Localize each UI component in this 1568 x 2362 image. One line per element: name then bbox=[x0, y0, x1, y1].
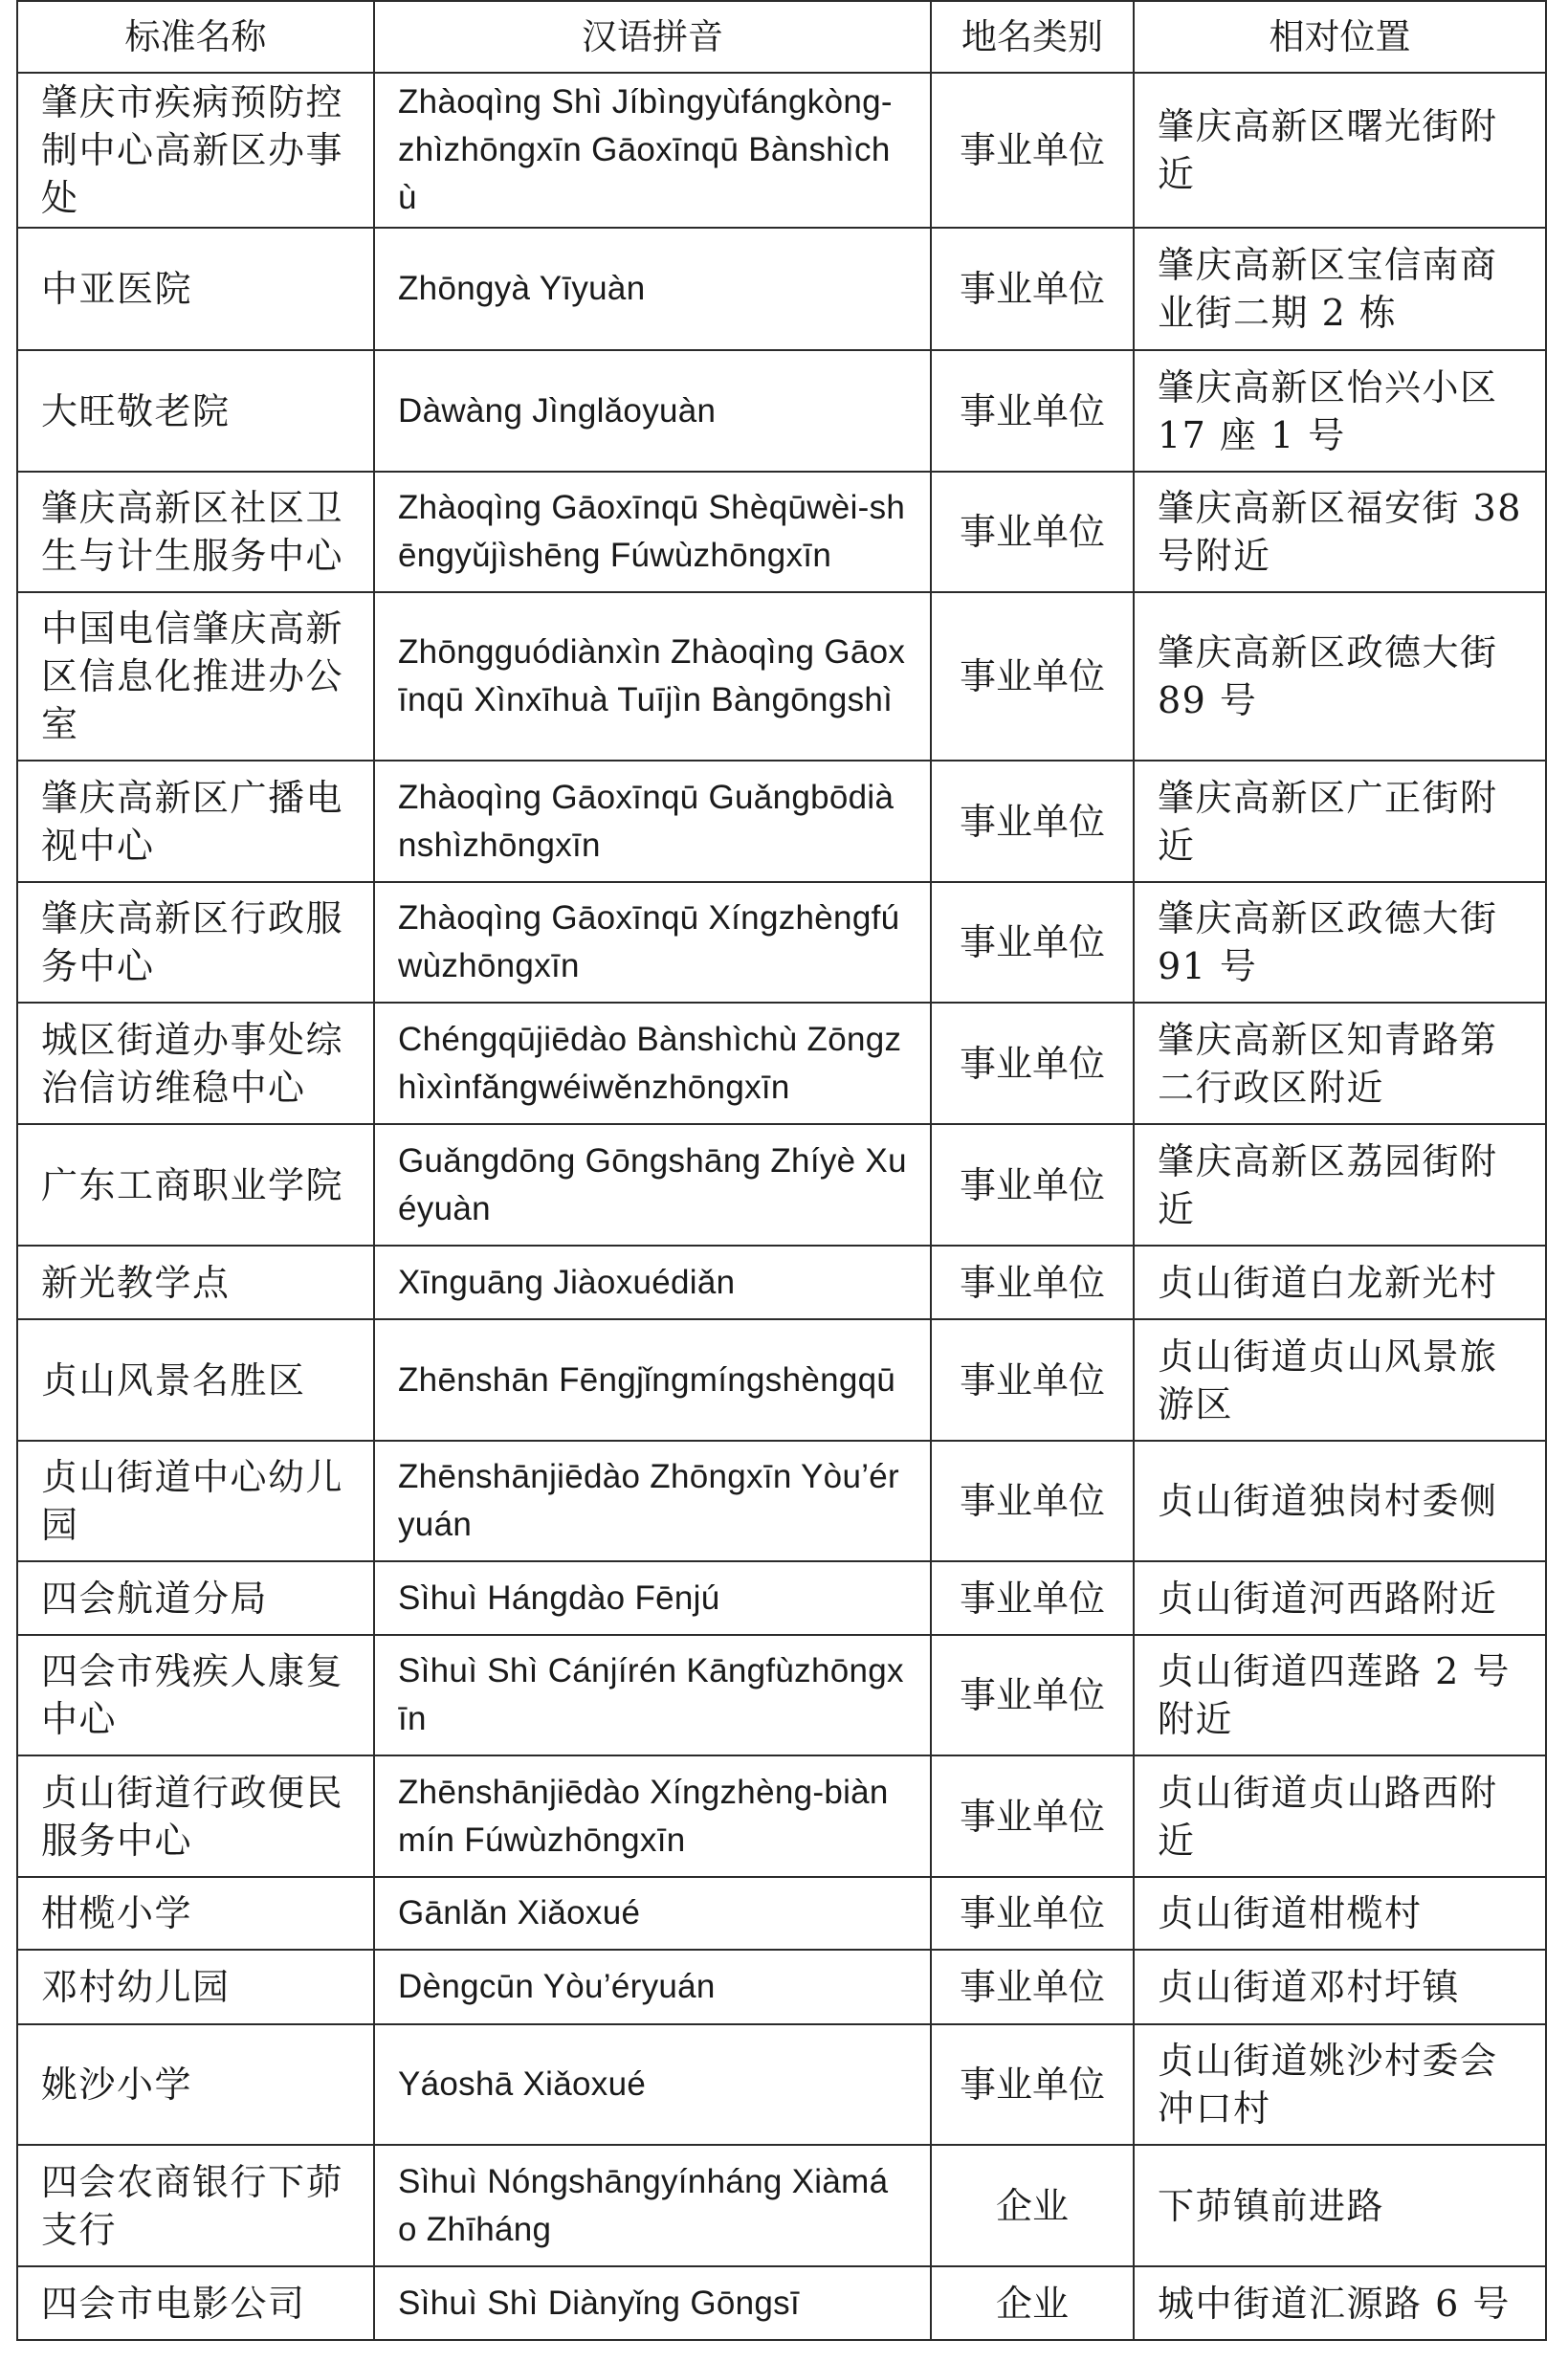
cell-standard-name: 肇庆市疾病预防控制中心高新区办事处 bbox=[17, 73, 374, 228]
cell-category: 事业单位 bbox=[931, 1246, 1134, 1319]
table-row bbox=[17, 2145, 1546, 2266]
place-name-table-page bbox=[16, 0, 1545, 2341]
cell-standard-name: 柑榄小学 bbox=[17, 1877, 374, 1950]
cell-location: 贞山街道邓村圩镇 bbox=[1134, 1950, 1546, 2024]
cell-location: 肇庆高新区知青路第二行政区附近 bbox=[1134, 1003, 1546, 1124]
cell-pinyin: Zhōngguódiànxìn Zhàoqìng Gāoxīnqū Xìnxīhuà Tuījìn Bàngōngshì bbox=[374, 592, 931, 761]
cell-location: 贞山街道河西路附近 bbox=[1134, 1561, 1546, 1635]
cell-category: 事业单位 bbox=[931, 1441, 1134, 1561]
table-row bbox=[17, 761, 1546, 882]
cell-pinyin: Zhēnshānjiēdào Xíngzhèng-biànmín Fúwùzhōngxīn bbox=[374, 1755, 931, 1877]
cell-category: 企业 bbox=[931, 2266, 1134, 2340]
cell-pinyin: Zhōngyà Yīyuàn bbox=[374, 228, 931, 350]
cell-category: 事业单位 bbox=[931, 350, 1134, 472]
cell-location: 贞山街道柑榄村 bbox=[1134, 1877, 1546, 1950]
cell-category: 事业单位 bbox=[931, 1124, 1134, 1246]
cell-location: 肇庆高新区宝信南商业街二期 2 栋 bbox=[1134, 228, 1546, 350]
cell-standard-name: 四会市残疾人康复中心 bbox=[17, 1635, 374, 1755]
cell-pinyin: Yáoshā Xiǎoxué bbox=[374, 2024, 931, 2145]
cell-pinyin: Zhēnshān Fēngjǐngmíngshèngqū bbox=[374, 1319, 931, 1441]
table-row bbox=[17, 1246, 1546, 1319]
cell-location: 肇庆高新区广正街附近 bbox=[1134, 761, 1546, 882]
header-location: 相对位置 bbox=[1134, 1, 1546, 73]
cell-location: 肇庆高新区政德大街 89 号 bbox=[1134, 592, 1546, 761]
cell-location: 贞山街道四莲路 2 号附近 bbox=[1134, 1635, 1546, 1755]
cell-pinyin: Sìhuì Shì Cánjírén Kāngfùzhōngxīn bbox=[374, 1635, 931, 1755]
table-row bbox=[17, 1561, 1546, 1635]
table-row bbox=[17, 1950, 1546, 2024]
header-row bbox=[17, 1, 1546, 73]
table-row bbox=[17, 472, 1546, 592]
cell-category: 事业单位 bbox=[931, 1950, 1134, 2024]
cell-standard-name: 邓村幼儿园 bbox=[17, 1950, 374, 2024]
cell-location: 城中街道汇源路 6 号 bbox=[1134, 2266, 1546, 2340]
cell-location: 贞山街道独岗村委侧 bbox=[1134, 1441, 1546, 1561]
cell-category: 事业单位 bbox=[931, 1003, 1134, 1124]
table-row bbox=[17, 228, 1546, 350]
table-row bbox=[17, 1755, 1546, 1877]
cell-standard-name: 肇庆高新区行政服务中心 bbox=[17, 882, 374, 1003]
table-row bbox=[17, 73, 1546, 228]
table-row bbox=[17, 882, 1546, 1003]
cell-standard-name: 肇庆高新区广播电视中心 bbox=[17, 761, 374, 882]
cell-category: 事业单位 bbox=[931, 1877, 1134, 1950]
cell-category: 事业单位 bbox=[931, 1635, 1134, 1755]
cell-standard-name: 大旺敬老院 bbox=[17, 350, 374, 472]
cell-pinyin: Guǎngdōng Gōngshāng Zhíyè Xuéyuàn bbox=[374, 1124, 931, 1246]
cell-standard-name: 姚沙小学 bbox=[17, 2024, 374, 2145]
cell-standard-name: 中亚医院 bbox=[17, 228, 374, 350]
cell-standard-name: 四会农商银行下茆支行 bbox=[17, 2145, 374, 2266]
table-row bbox=[17, 1441, 1546, 1561]
cell-pinyin: Zhēnshānjiēdào Zhōngxīn Yòu’éryuán bbox=[374, 1441, 931, 1561]
cell-location: 贞山街道贞山风景旅游区 bbox=[1134, 1319, 1546, 1441]
cell-standard-name: 城区街道办事处综治信访维稳中心 bbox=[17, 1003, 374, 1124]
cell-standard-name: 肇庆高新区社区卫生与计生服务中心 bbox=[17, 472, 374, 592]
cell-category: 企业 bbox=[931, 2145, 1134, 2266]
cell-location: 肇庆高新区荔园街附近 bbox=[1134, 1124, 1546, 1246]
place-name-table bbox=[16, 0, 1547, 2341]
table-row bbox=[17, 2266, 1546, 2340]
cell-standard-name: 贞山街道中心幼儿园 bbox=[17, 1441, 374, 1561]
cell-category: 事业单位 bbox=[931, 592, 1134, 761]
cell-category: 事业单位 bbox=[931, 228, 1134, 350]
cell-pinyin: Xīnguāng Jiàoxuédiǎn bbox=[374, 1246, 931, 1319]
cell-pinyin: Zhàoqìng Gāoxīnqū Xíngzhèngfúwùzhōngxīn bbox=[374, 882, 931, 1003]
cell-pinyin: Zhàoqìng Gāoxīnqū Shèqūwèi-shēngyǔjìshēng Fúwùzhōngxīn bbox=[374, 472, 931, 592]
cell-pinyin: Zhàoqìng Gāoxīnqū Guǎngbōdiànshìzhōngxīn bbox=[374, 761, 931, 882]
cell-standard-name: 贞山街道行政便民服务中心 bbox=[17, 1755, 374, 1877]
table-row bbox=[17, 592, 1546, 761]
cell-location: 贞山街道姚沙村委会冲口村 bbox=[1134, 2024, 1546, 2145]
cell-pinyin: Zhàoqìng Shì Jíbìngyùfángkòng-zhìzhōngxīn Gāoxīnqū Bànshìchù bbox=[374, 73, 931, 228]
cell-category: 事业单位 bbox=[931, 1319, 1134, 1441]
header-standard-name: 标准名称 bbox=[17, 1, 374, 73]
cell-category: 事业单位 bbox=[931, 761, 1134, 882]
cell-pinyin: Sìhuì Nóngshāngyínháng Xiàmáo Zhīháng bbox=[374, 2145, 931, 2266]
table-row bbox=[17, 350, 1546, 472]
cell-pinyin: Sìhuì Shì Diànyǐng Gōngsī bbox=[374, 2266, 931, 2340]
cell-standard-name: 四会航道分局 bbox=[17, 1561, 374, 1635]
cell-category: 事业单位 bbox=[931, 73, 1134, 228]
cell-category: 事业单位 bbox=[931, 472, 1134, 592]
table-row bbox=[17, 2024, 1546, 2145]
cell-standard-name: 新光教学点 bbox=[17, 1246, 374, 1319]
cell-standard-name: 中国电信肇庆高新区信息化推进办公室 bbox=[17, 592, 374, 761]
cell-pinyin: Dàwàng Jìnglǎoyuàn bbox=[374, 350, 931, 472]
table-row bbox=[17, 1319, 1546, 1441]
cell-pinyin: Chéngqūjiēdào Bànshìchù Zōngzhìxìnfǎngwéiwěnzhōngxīn bbox=[374, 1003, 931, 1124]
table-row bbox=[17, 1003, 1546, 1124]
cell-location: 下茆镇前进路 bbox=[1134, 2145, 1546, 2266]
cell-location: 贞山街道白龙新光村 bbox=[1134, 1246, 1546, 1319]
table-row bbox=[17, 1635, 1546, 1755]
cell-location: 肇庆高新区怡兴小区 17 座 1 号 bbox=[1134, 350, 1546, 472]
cell-category: 事业单位 bbox=[931, 1755, 1134, 1877]
header-category: 地名类别 bbox=[931, 1, 1134, 73]
cell-standard-name: 广东工商职业学院 bbox=[17, 1124, 374, 1246]
table-row bbox=[17, 1877, 1546, 1950]
cell-standard-name: 贞山风景名胜区 bbox=[17, 1319, 374, 1441]
cell-category: 事业单位 bbox=[931, 1561, 1134, 1635]
table-row bbox=[17, 1124, 1546, 1246]
cell-standard-name: 四会市电影公司 bbox=[17, 2266, 374, 2340]
cell-location: 贞山街道贞山路西附近 bbox=[1134, 1755, 1546, 1877]
cell-location: 肇庆高新区福安街 38 号附近 bbox=[1134, 472, 1546, 592]
cell-category: 事业单位 bbox=[931, 882, 1134, 1003]
cell-category: 事业单位 bbox=[931, 2024, 1134, 2145]
cell-pinyin: Gānlǎn Xiǎoxué bbox=[374, 1877, 931, 1950]
header-pinyin: 汉语拼音 bbox=[374, 1, 931, 73]
cell-pinyin: Dèngcūn Yòu’éryuán bbox=[374, 1950, 931, 2024]
cell-pinyin: Sìhuì Hángdào Fēnjú bbox=[374, 1561, 931, 1635]
cell-location: 肇庆高新区政德大街 91 号 bbox=[1134, 882, 1546, 1003]
cell-location: 肇庆高新区曙光街附近 bbox=[1134, 73, 1546, 228]
